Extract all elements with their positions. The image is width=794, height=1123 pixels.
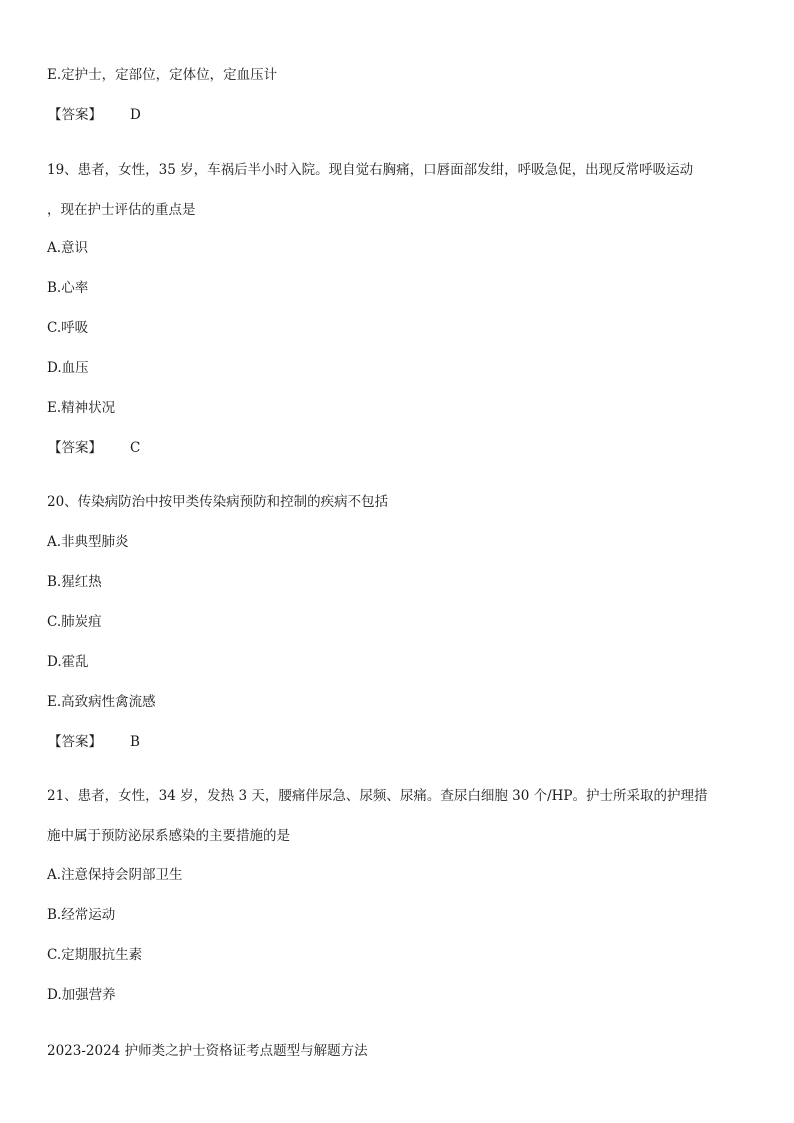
answer-value: D bbox=[130, 107, 141, 123]
option-a: A.非典型肺炎 bbox=[47, 534, 129, 550]
answer-line bbox=[48, 733, 140, 751]
answer-label: 【答案】 bbox=[48, 734, 102, 750]
option-a: A.意识 bbox=[47, 240, 89, 256]
option-a: A.注意保持会阴部卫生 bbox=[47, 867, 183, 883]
option-e: E.定护士，定部位，定体位，定血压计 bbox=[47, 67, 278, 83]
answer-label: 【答案】 bbox=[48, 107, 102, 123]
option-d: D.加强营养 bbox=[47, 987, 116, 1003]
question-stem: 19、患者，女性，35 岁，车祸后半小时入院。现自觉右胸痛，口唇面部发绀，呼吸急促，出现反常呼吸运动 bbox=[47, 162, 694, 178]
question-stem-continued: 施中属于预防泌尿系感染的主要措施的是 bbox=[47, 828, 290, 844]
answer-line bbox=[48, 439, 140, 457]
page-footer: 2023-2024 护师类之护士资格证考点题型与解题方法 bbox=[47, 1043, 368, 1059]
question-stem: 21、患者，女性，34 岁，发热 3 天，腰痛伴尿急、尿频、尿痛。查尿白细胞 30 个/HP。护士所采取的护理措 bbox=[47, 788, 708, 804]
answer-label: 【答案】 bbox=[48, 440, 102, 456]
answer-value: B bbox=[130, 734, 140, 750]
option-d: D.血压 bbox=[47, 360, 89, 376]
option-e: E.高致病性禽流感 bbox=[47, 694, 156, 710]
option-b: B.心率 bbox=[47, 280, 89, 296]
option-c: C.呼吸 bbox=[47, 320, 89, 336]
option-c: C.肺炭疽 bbox=[47, 614, 102, 630]
option-b: B.猩红热 bbox=[47, 574, 102, 590]
question-stem-continued: ，现在护士评估的重点是 bbox=[47, 202, 196, 218]
question-stem: 20、传染病防治中按甲类传染病预防和控制的疾病不包括 bbox=[47, 494, 389, 510]
option-b: B.经常运动 bbox=[47, 907, 116, 923]
answer-line bbox=[48, 106, 141, 124]
option-d: D.霍乱 bbox=[47, 654, 89, 670]
option-e: E.精神状况 bbox=[47, 400, 116, 416]
option-c: C.定期服抗生素 bbox=[47, 947, 143, 963]
answer-value: C bbox=[130, 440, 141, 456]
